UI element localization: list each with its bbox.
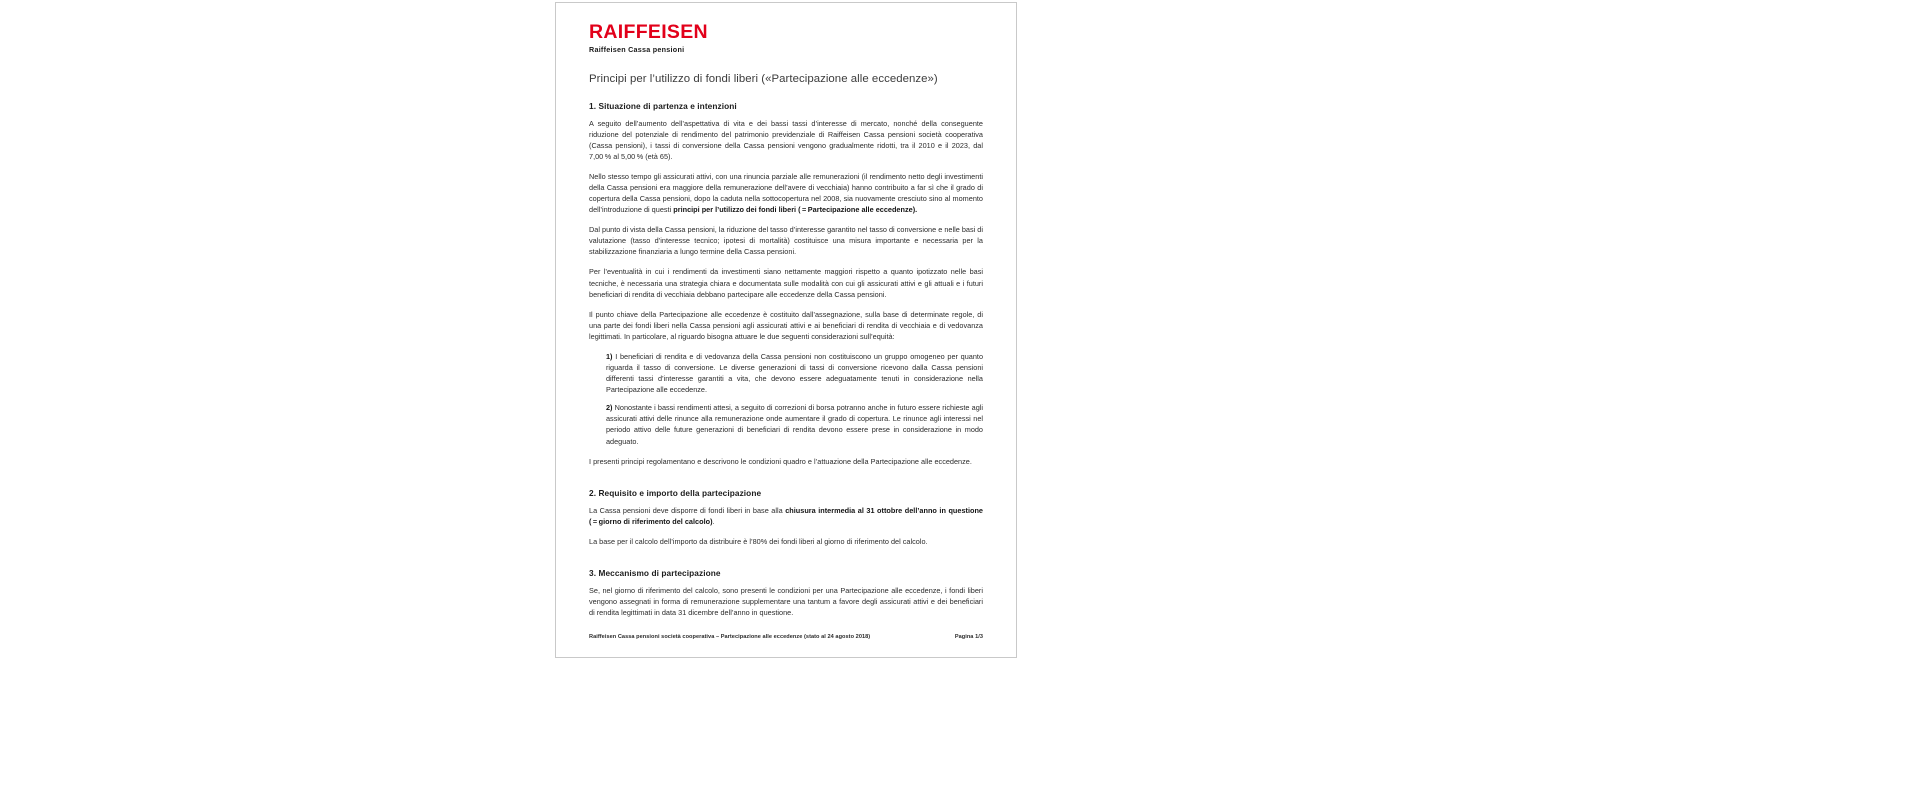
logo-wordmark: RAIFFEISEN bbox=[589, 21, 708, 43]
page-footer bbox=[589, 634, 983, 640]
section-heading-3: 3. Meccanismo di partecipazione bbox=[589, 567, 721, 578]
section-divider-spacer bbox=[589, 476, 983, 489]
list-item bbox=[606, 351, 983, 395]
section-1-paragraph-2 bbox=[589, 171, 983, 215]
list-item-text-1: I beneficiari di rendita e di vedovanza della Cassa pensioni non costituiscono un gruppo omogeneo per quanto riguarda il tasso di conversione. Le diverse generazioni di tassi di conversione ricevono dalla Cassa pensioni differenti tassi d’interesse garantiti a vita, che devono essere adeguatamente tenuti in considerazione nella Partecipazione alle eccedenze. bbox=[606, 351, 983, 395]
document-page bbox=[555, 2, 1017, 658]
equity-considerations-list bbox=[589, 351, 983, 447]
section-1-paragraph-3: Dal punto di vista della Cassa pensioni, la riduzione del tasso d’interesse garantito nel tasso di conversione e nelle basi di valutazione (tasso d’interesse tecnico; ipotesi di mortalità) costituisce una misura importante e necessaria per la stabilizzazione finanziaria a lungo termine della Cassa pensioni. bbox=[589, 225, 983, 257]
s1p2-bold-run: principi per l’utilizzo dei fondi liberi ( = Partecipazione alle eccedenze). bbox=[673, 205, 918, 215]
logo-subtitle: Raiffeisen Cassa pensioni bbox=[589, 44, 685, 54]
s2p1-pre: La Cassa pensioni deve disporre di fondi liberi in base alla bbox=[589, 505, 786, 515]
section-1-paragraph-4: Per l’eventualità in cui i rendimenti da investimenti siano nettamente maggiori rispetto a quanto ipotizzato nelle basi tecniche, è necessaria una strategia chiara e documentata sulle modalità con cui gli assicurati attivi e gli attuali e i futuri beneficiari di rendita di vecchiaia debbano partecipare alle eccedenze della Cassa pensioni. bbox=[589, 267, 983, 299]
list-item-text-2: Nonostante i bassi rendimenti attesi, a seguito di correzioni di borsa potranno anche in futuro essere richieste agli assicurati attivi delle rinunce alla remunerazione onde aumentare il grado di copertura. Le rinunce agli interessi nel periodo attivo delle future generazioni di beneficiari di rendita devono essere prese in considerazione in modo adeguato. bbox=[606, 403, 983, 446]
list-item-marker-1: 1) bbox=[606, 351, 613, 361]
footer-page-number: Pagina 1/3 bbox=[954, 634, 983, 640]
section-1-paragraph-1: A seguito dell’aumento dell’aspettativa di vita e dei bassi tassi d’interesse di mercato, nonché della conseguente riduzione del potenziale di rendimento del patrimonio previdenziale di Raiffeisen Cassa pensioni società cooperativa (Cassa pensioni), i tassi di conversione della Cassa pensioni vengono gradualmente ridotti, tra il 2010 e il 2023, dal 7,00 % al 5,00 % (età 65). bbox=[589, 118, 983, 161]
section-2-paragraph-2: La base per il calcolo dell’importo da distribuire è l’80% dei fondi liberi al giorno di riferimento del calcolo. bbox=[589, 536, 928, 546]
section-3-paragraph-1: Se, nel giorno di riferimento del calcolo, sono presenti le condizioni per una Partecipazione alle eccedenze, i fondi liberi vengono assegnati in forma di remunerazione supplementare una tantum a favore degli assicurati attivi e dei beneficiari di rendita legittimati in data 31 dicembre dell’anno in questione. bbox=[589, 585, 983, 617]
s2p1-bold: chiusura intermedia al 31 ottobre dell’anno in questione ( = giorno di riferimento del calcolo) bbox=[589, 505, 983, 526]
page-content bbox=[589, 23, 983, 641]
section-divider-spacer-2 bbox=[589, 556, 983, 569]
footer-source-note: Raiffeisen Cassa pensioni società cooperativa – Partecipazione alle eccedenze (stato al 24 agosto 2018) bbox=[589, 634, 871, 640]
section-1-paragraph-5: Il punto chiave della Partecipazione alle eccedenze è costituito dall’assegnazione, sulla base di determinate regole, di una parte dei fondi liberi nella Cassa pensioni agli assicurati attivi e ai beneficiari di rendita di vecchiaia e di vedovanza legittimati. In particolare, al riguardo bisogna attuare le due seguenti considerazioni sull’equità: bbox=[589, 309, 983, 341]
page-title: Principi per l’utilizzo di fondi liberi («Partecipazione alle eccedenze») bbox=[589, 73, 938, 86]
list-item-marker-2: 2) bbox=[606, 403, 613, 413]
raiffeisen-logo bbox=[589, 23, 983, 53]
section-heading-2: 2. Requisito e importo della partecipazione bbox=[589, 487, 762, 498]
s2p1-post: . bbox=[712, 516, 715, 526]
section-heading-1: 1. Situazione di partenza e intenzioni bbox=[589, 100, 737, 111]
s1p2-text: Nello stesso tempo gli assicurati attivi, con una rinuncia parziale alle remunerazioni (il rendimento netto degli investimenti della Cassa pensioni era maggiore della remunerazione dell’avere di vecchiaia) hanno contribuito a far sì che il grado di copertura della Cassa pensioni, dopo la caduta nella sottocopertura nel 2008, sia nuovamente cresciuto sino al momento dell’introduzione di questi principi per l’utilizzo dei fondi liberi ( = Partecipazione alle eccedenze). bbox=[589, 171, 983, 215]
section-1-closing-paragraph: I presenti principi regolamentano e descrivono le condizioni quadro e l’attuazione della Partecipazione alle eccedenze. bbox=[589, 456, 972, 466]
list-item bbox=[606, 402, 983, 446]
section-2-paragraph-1 bbox=[589, 505, 983, 527]
